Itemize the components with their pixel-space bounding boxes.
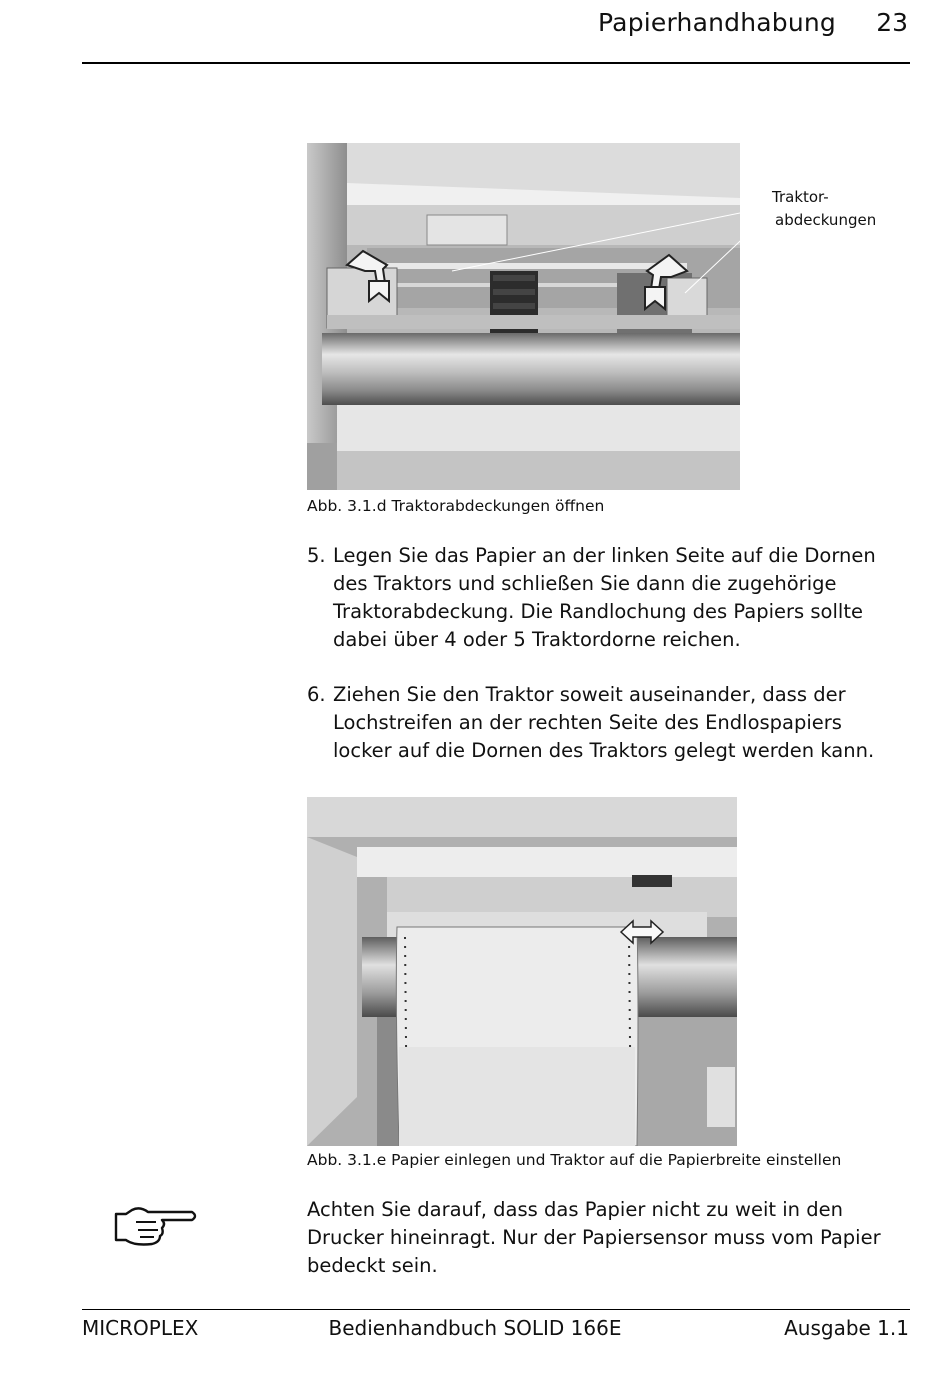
step-5-number: 5. [307, 544, 326, 567]
footer-company: MICROPLEX [82, 1316, 199, 1340]
page-title: Papierhandhabung [598, 8, 836, 37]
header-rule [82, 62, 910, 64]
step-6-number: 6. [307, 683, 326, 706]
step-6-text: Ziehen Sie den Traktor soweit auseinander, dass der Lochstreifen an der rechten Seite des Endlospapiers locker auf die Dornen des Traktors gelegt werden kann. [333, 683, 875, 762]
figure1-caption: Abb. 3.1.d Traktorabdeckungen öffnen [307, 497, 605, 515]
figure1-callout [772, 186, 876, 232]
pointing-hand-icon [112, 1200, 198, 1248]
note-text: Achten Sie darauf, dass das Papier nicht zu weit in den Drucker hineinragt. Nur der Papiersensor muss vom Papier bedeckt sein. [307, 1198, 881, 1277]
step-6 [307, 681, 887, 765]
figure2-caption: Abb. 3.1.e Papier einlegen und Traktor auf die Papierbreite einstellen [307, 1151, 842, 1169]
figure-tractor-covers-photo [307, 143, 740, 490]
page-number: 23 [876, 8, 908, 37]
callout-line-2: abdeckungen [775, 211, 877, 229]
step-5 [307, 542, 887, 654]
step-5-text: Legen Sie das Papier an der linken Seite auf die Dornen des Traktors und schließen Sie dann die zugehörige Traktorabdeckung. Die Randlochung des Papiers sollte dabei über 4 oder 5 Traktordorne reichen. [333, 544, 876, 651]
callout-line-1: Traktor- [772, 188, 829, 206]
footer-manual-title: Bedienhandbuch SOLID 166E [328, 1316, 622, 1340]
figure-paper-loading-photo [307, 797, 737, 1146]
footer-rule [82, 1309, 910, 1310]
footer-edition: Ausgabe 1.1 [784, 1316, 909, 1340]
